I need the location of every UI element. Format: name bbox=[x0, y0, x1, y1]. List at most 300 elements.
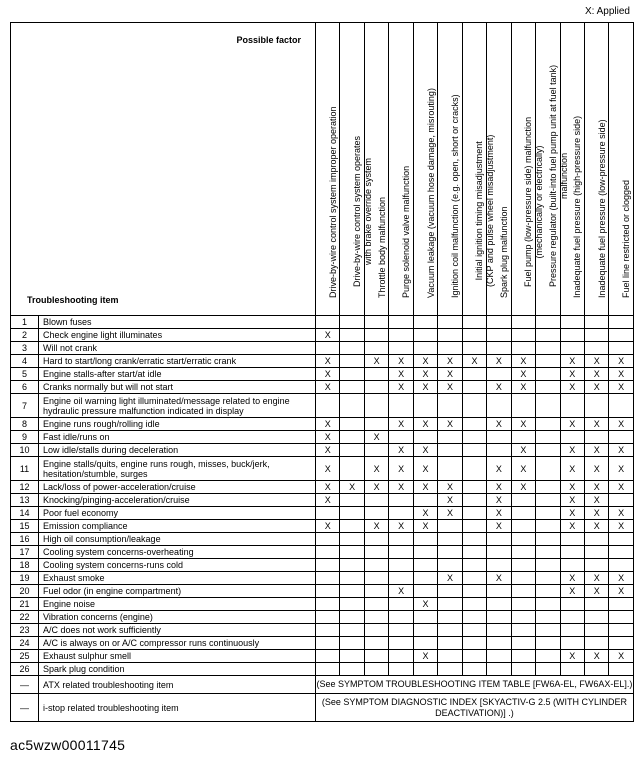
empty-cell bbox=[511, 611, 535, 624]
empty-cell bbox=[487, 394, 511, 418]
applied-mark: X bbox=[511, 418, 535, 431]
empty-cell bbox=[584, 663, 608, 676]
applied-mark: X bbox=[364, 457, 388, 481]
empty-cell bbox=[389, 598, 413, 611]
row-number: — bbox=[11, 676, 39, 694]
empty-cell bbox=[536, 418, 560, 431]
empty-cell bbox=[536, 494, 560, 507]
empty-cell bbox=[364, 507, 388, 520]
empty-cell bbox=[462, 546, 486, 559]
applied-mark: X bbox=[609, 368, 633, 381]
factor-header-9 bbox=[511, 23, 545, 316]
troubleshooting-item: Cranks normally but will not start bbox=[39, 381, 316, 394]
empty-cell bbox=[413, 624, 437, 637]
applied-mark: X bbox=[487, 507, 511, 520]
possible-factor-label: Possible factor bbox=[236, 35, 301, 45]
empty-cell bbox=[340, 559, 364, 572]
troubleshooting-item: Low idle/stalls during deceleration bbox=[39, 444, 316, 457]
empty-cell bbox=[487, 329, 511, 342]
row-number: 23 bbox=[11, 624, 39, 637]
factor-label: Initial ignition timing misadjustment (CKP and pulse wheel misadjustment) bbox=[474, 134, 496, 287]
empty-cell bbox=[560, 624, 584, 637]
applied-mark: X bbox=[560, 507, 584, 520]
empty-cell bbox=[536, 355, 560, 368]
empty-cell bbox=[584, 637, 608, 650]
empty-cell bbox=[511, 494, 535, 507]
troubleshooting-item: High oil consumption/leakage bbox=[39, 533, 316, 546]
applied-mark: X bbox=[609, 444, 633, 457]
applied-mark: X bbox=[560, 457, 584, 481]
table-row bbox=[11, 342, 634, 355]
empty-cell bbox=[584, 342, 608, 355]
empty-cell bbox=[340, 381, 364, 394]
empty-cell bbox=[364, 381, 388, 394]
empty-cell bbox=[340, 585, 364, 598]
empty-cell bbox=[462, 329, 486, 342]
applied-mark: X bbox=[560, 444, 584, 457]
empty-cell bbox=[536, 329, 560, 342]
applied-mark: X bbox=[487, 572, 511, 585]
row-number: 19 bbox=[11, 572, 39, 585]
troubleshooting-item: ATX related troubleshooting item bbox=[39, 676, 316, 694]
empty-cell bbox=[340, 316, 364, 329]
empty-cell bbox=[413, 611, 437, 624]
empty-cell bbox=[536, 316, 560, 329]
table-row bbox=[11, 611, 634, 624]
factor-label: Throttle body malfunction bbox=[376, 196, 387, 298]
empty-cell bbox=[316, 342, 340, 355]
applied-mark: X bbox=[316, 381, 340, 394]
applied-mark: X bbox=[364, 520, 388, 533]
empty-cell bbox=[536, 342, 560, 355]
row-number: 6 bbox=[11, 381, 39, 394]
empty-cell bbox=[364, 663, 388, 676]
empty-cell bbox=[340, 418, 364, 431]
applied-mark: X bbox=[584, 368, 608, 381]
row-number: 21 bbox=[11, 598, 39, 611]
applied-mark: X bbox=[609, 381, 633, 394]
applied-mark: X bbox=[389, 585, 413, 598]
empty-cell bbox=[487, 637, 511, 650]
applied-mark: X bbox=[316, 368, 340, 381]
empty-cell bbox=[609, 342, 633, 355]
applied-mark: X bbox=[389, 457, 413, 481]
applied-mark: X bbox=[364, 431, 388, 444]
empty-cell bbox=[536, 624, 560, 637]
empty-cell bbox=[511, 663, 535, 676]
empty-cell bbox=[536, 533, 560, 546]
factor-label: Fuel pump (low-pressure side) malfunction (mechanically or electrically) bbox=[523, 116, 545, 287]
empty-cell bbox=[438, 342, 462, 355]
empty-cell bbox=[487, 444, 511, 457]
empty-cell bbox=[462, 444, 486, 457]
empty-cell bbox=[536, 507, 560, 520]
row-number: 26 bbox=[11, 663, 39, 676]
applied-mark: X bbox=[560, 481, 584, 494]
empty-cell bbox=[316, 394, 340, 418]
table-row bbox=[11, 520, 634, 533]
troubleshooting-item: Poor fuel economy bbox=[39, 507, 316, 520]
cross-reference-note: (See SYMPTOM TROUBLESHOOTING ITEM TABLE [FW6A-EL, FW6AX-EL].) bbox=[316, 676, 634, 694]
empty-cell bbox=[340, 342, 364, 355]
empty-cell bbox=[511, 533, 535, 546]
applied-mark: X bbox=[364, 355, 388, 368]
empty-cell bbox=[584, 559, 608, 572]
empty-cell bbox=[462, 533, 486, 546]
empty-cell bbox=[584, 329, 608, 342]
applied-mark: X bbox=[584, 418, 608, 431]
factor-header-1 bbox=[316, 23, 340, 316]
applied-mark: X bbox=[389, 418, 413, 431]
table-row bbox=[11, 418, 634, 431]
empty-cell bbox=[340, 650, 364, 663]
empty-cell bbox=[340, 598, 364, 611]
empty-cell bbox=[389, 533, 413, 546]
empty-cell bbox=[462, 316, 486, 329]
empty-cell bbox=[364, 329, 388, 342]
troubleshooting-item: Fuel odor (in engine compartment) bbox=[39, 585, 316, 598]
empty-cell bbox=[413, 431, 437, 444]
applied-mark: X bbox=[584, 520, 608, 533]
troubleshooting-table bbox=[10, 22, 634, 722]
empty-cell bbox=[487, 650, 511, 663]
troubleshooting-item: Emission compliance bbox=[39, 520, 316, 533]
empty-cell bbox=[364, 418, 388, 431]
empty-cell bbox=[364, 342, 388, 355]
applied-mark: X bbox=[560, 355, 584, 368]
empty-cell bbox=[511, 507, 535, 520]
empty-cell bbox=[389, 624, 413, 637]
factor-label: Drive-by-wire control system improper operation bbox=[327, 106, 338, 298]
empty-cell bbox=[364, 368, 388, 381]
table-row bbox=[11, 650, 634, 663]
troubleshooting-item: Engine runs rough/rolling idle bbox=[39, 418, 316, 431]
empty-cell bbox=[316, 546, 340, 559]
table-body bbox=[11, 316, 634, 722]
empty-cell bbox=[413, 533, 437, 546]
note-row bbox=[11, 694, 634, 722]
note-row bbox=[11, 676, 634, 694]
factor-label: Inadequate fuel pressure (low-pressure side) bbox=[596, 119, 607, 298]
empty-cell bbox=[462, 381, 486, 394]
applied-mark: X bbox=[316, 444, 340, 457]
empty-cell bbox=[536, 650, 560, 663]
applied-mark: X bbox=[389, 368, 413, 381]
row-number: 8 bbox=[11, 418, 39, 431]
empty-cell bbox=[536, 368, 560, 381]
empty-cell bbox=[364, 444, 388, 457]
factor-header-3 bbox=[364, 23, 388, 316]
table-row bbox=[11, 533, 634, 546]
empty-cell bbox=[511, 394, 535, 418]
empty-cell bbox=[536, 572, 560, 585]
empty-cell bbox=[340, 507, 364, 520]
empty-cell bbox=[487, 368, 511, 381]
empty-cell bbox=[438, 520, 462, 533]
applied-mark: X bbox=[487, 381, 511, 394]
table-row bbox=[11, 329, 634, 342]
empty-cell bbox=[511, 624, 535, 637]
empty-cell bbox=[389, 494, 413, 507]
row-number: 4 bbox=[11, 355, 39, 368]
empty-cell bbox=[389, 316, 413, 329]
troubleshooting-item: Spark plug condition bbox=[39, 663, 316, 676]
empty-cell bbox=[340, 394, 364, 418]
empty-cell bbox=[316, 316, 340, 329]
troubleshooting-item: i-stop related troubleshooting item bbox=[39, 694, 316, 722]
row-number: 5 bbox=[11, 368, 39, 381]
factor-label: Fuel line restricted or clogged bbox=[621, 179, 632, 298]
applied-mark: X bbox=[511, 457, 535, 481]
table-row bbox=[11, 368, 634, 381]
empty-cell bbox=[364, 533, 388, 546]
table-row bbox=[11, 494, 634, 507]
applied-mark: X bbox=[584, 585, 608, 598]
applied-mark: X bbox=[584, 494, 608, 507]
factor-header-2 bbox=[340, 23, 374, 316]
empty-cell bbox=[560, 533, 584, 546]
table-row bbox=[11, 572, 634, 585]
empty-cell bbox=[364, 624, 388, 637]
empty-cell bbox=[340, 624, 364, 637]
row-number: 16 bbox=[11, 533, 39, 546]
row-number: 24 bbox=[11, 637, 39, 650]
empty-cell bbox=[364, 494, 388, 507]
empty-cell bbox=[609, 494, 633, 507]
empty-cell bbox=[560, 546, 584, 559]
applied-mark: X bbox=[609, 572, 633, 585]
empty-cell bbox=[389, 342, 413, 355]
applied-mark: X bbox=[316, 431, 340, 444]
row-number: 10 bbox=[11, 444, 39, 457]
empty-cell bbox=[609, 559, 633, 572]
factor-label: Ignition coil malfunction (e.g. open, short or cracks) bbox=[449, 94, 460, 298]
empty-cell bbox=[389, 572, 413, 585]
applied-mark: X bbox=[413, 457, 437, 481]
row-number: 20 bbox=[11, 585, 39, 598]
empty-cell bbox=[536, 444, 560, 457]
empty-cell bbox=[438, 546, 462, 559]
applied-mark: X bbox=[511, 444, 535, 457]
applied-mark: X bbox=[316, 481, 340, 494]
empty-cell bbox=[584, 624, 608, 637]
troubleshooting-item: Will not crank bbox=[39, 342, 316, 355]
empty-cell bbox=[316, 598, 340, 611]
empty-cell bbox=[487, 342, 511, 355]
applied-mark: X bbox=[584, 650, 608, 663]
empty-cell bbox=[609, 611, 633, 624]
empty-cell bbox=[487, 624, 511, 637]
empty-cell bbox=[609, 663, 633, 676]
empty-cell bbox=[340, 533, 364, 546]
empty-cell bbox=[511, 342, 535, 355]
factor-header-11 bbox=[560, 23, 584, 316]
factor-header-13 bbox=[609, 23, 633, 316]
empty-cell bbox=[340, 611, 364, 624]
applied-mark: X bbox=[389, 520, 413, 533]
factor-label: Drive-by-wire control system operates with brake override system bbox=[352, 135, 374, 287]
applied-mark: X bbox=[316, 329, 340, 342]
empty-cell bbox=[487, 559, 511, 572]
table-row bbox=[11, 444, 634, 457]
empty-cell bbox=[487, 431, 511, 444]
empty-cell bbox=[340, 355, 364, 368]
applied-mark: X bbox=[584, 507, 608, 520]
empty-cell bbox=[389, 611, 413, 624]
applied-mark: X bbox=[389, 481, 413, 494]
applied-mark: X bbox=[609, 457, 633, 481]
empty-cell bbox=[438, 624, 462, 637]
applied-mark: X bbox=[438, 507, 462, 520]
empty-cell bbox=[340, 637, 364, 650]
applied-mark: X bbox=[389, 381, 413, 394]
empty-cell bbox=[340, 520, 364, 533]
empty-cell bbox=[584, 533, 608, 546]
empty-cell bbox=[316, 559, 340, 572]
empty-cell bbox=[511, 431, 535, 444]
empty-cell bbox=[511, 559, 535, 572]
applied-mark: X bbox=[511, 368, 535, 381]
applied-mark: X bbox=[438, 355, 462, 368]
empty-cell bbox=[413, 585, 437, 598]
empty-cell bbox=[389, 507, 413, 520]
cross-reference-note: (See SYMPTOM DIAGNOSTIC INDEX [SKYACTIV-G 2.5 (WITH CYLINDER DEACTIVATION)] .) bbox=[316, 694, 634, 722]
empty-cell bbox=[609, 637, 633, 650]
factor-label: Spark plug malfunction bbox=[498, 206, 509, 298]
row-number: 11 bbox=[11, 457, 39, 481]
factor-label: Purge solenoid valve malfunction bbox=[401, 165, 412, 298]
empty-cell bbox=[316, 663, 340, 676]
empty-cell bbox=[438, 598, 462, 611]
table-row bbox=[11, 481, 634, 494]
table-row bbox=[11, 637, 634, 650]
empty-cell bbox=[316, 650, 340, 663]
applied-mark: X bbox=[609, 650, 633, 663]
applied-mark: X bbox=[584, 457, 608, 481]
applied-mark: X bbox=[413, 355, 437, 368]
applied-mark: X bbox=[609, 520, 633, 533]
empty-cell bbox=[364, 598, 388, 611]
troubleshooting-item: Knocking/pinging-acceleration/cruise bbox=[39, 494, 316, 507]
empty-cell bbox=[438, 394, 462, 418]
empty-cell bbox=[536, 559, 560, 572]
table-row bbox=[11, 394, 634, 418]
empty-cell bbox=[536, 663, 560, 676]
troubleshooting-item: Cooling system concerns-overheating bbox=[39, 546, 316, 559]
table-row bbox=[11, 546, 634, 559]
applied-mark: X bbox=[609, 355, 633, 368]
applied-mark: X bbox=[438, 481, 462, 494]
empty-cell bbox=[389, 394, 413, 418]
factor-header-12 bbox=[584, 23, 608, 316]
row-number: 7 bbox=[11, 394, 39, 418]
applied-mark: X bbox=[560, 494, 584, 507]
factor-header-8 bbox=[487, 23, 511, 316]
empty-cell bbox=[462, 663, 486, 676]
empty-cell bbox=[560, 559, 584, 572]
empty-cell bbox=[413, 494, 437, 507]
empty-cell bbox=[536, 457, 560, 481]
empty-cell bbox=[364, 546, 388, 559]
empty-cell bbox=[316, 611, 340, 624]
empty-cell bbox=[389, 637, 413, 650]
factor-header-6 bbox=[438, 23, 462, 316]
empty-cell bbox=[462, 585, 486, 598]
empty-cell bbox=[316, 637, 340, 650]
figure-id-caption: ac5wzw00011745 bbox=[10, 737, 126, 753]
empty-cell bbox=[316, 507, 340, 520]
applied-mark: X bbox=[487, 457, 511, 481]
table-row bbox=[11, 624, 634, 637]
table-row bbox=[11, 431, 634, 444]
empty-cell bbox=[438, 585, 462, 598]
applied-mark: X bbox=[413, 520, 437, 533]
empty-cell bbox=[413, 572, 437, 585]
applied-mark: X bbox=[316, 494, 340, 507]
empty-cell bbox=[364, 585, 388, 598]
empty-cell bbox=[487, 546, 511, 559]
empty-cell bbox=[413, 559, 437, 572]
empty-cell bbox=[462, 559, 486, 572]
empty-cell bbox=[340, 329, 364, 342]
applied-mark: X bbox=[487, 355, 511, 368]
empty-cell bbox=[462, 520, 486, 533]
empty-cell bbox=[536, 598, 560, 611]
applied-mark: X bbox=[487, 481, 511, 494]
empty-cell bbox=[389, 650, 413, 663]
empty-cell bbox=[487, 533, 511, 546]
applied-mark: X bbox=[413, 507, 437, 520]
row-number: 22 bbox=[11, 611, 39, 624]
empty-cell bbox=[511, 572, 535, 585]
empty-cell bbox=[438, 663, 462, 676]
empty-cell bbox=[560, 431, 584, 444]
troubleshooting-item: Blown fuses bbox=[39, 316, 316, 329]
troubleshooting-item: Cooling system concerns-runs cold bbox=[39, 559, 316, 572]
troubleshooting-item: Lack/loss of power-acceleration/cruise bbox=[39, 481, 316, 494]
empty-cell bbox=[462, 637, 486, 650]
empty-cell bbox=[364, 572, 388, 585]
empty-cell bbox=[560, 316, 584, 329]
applied-mark: X bbox=[584, 572, 608, 585]
applied-mark: X bbox=[560, 585, 584, 598]
troubleshooting-item: A/C is always on or A/C compressor runs continuously bbox=[39, 637, 316, 650]
empty-cell bbox=[340, 546, 364, 559]
empty-cell bbox=[511, 598, 535, 611]
empty-cell bbox=[438, 650, 462, 663]
empty-cell bbox=[413, 329, 437, 342]
applied-mark: X bbox=[609, 481, 633, 494]
empty-cell bbox=[536, 546, 560, 559]
applied-mark: X bbox=[316, 457, 340, 481]
applied-mark: X bbox=[438, 381, 462, 394]
empty-cell bbox=[609, 533, 633, 546]
applied-mark: X bbox=[609, 507, 633, 520]
applied-mark: X bbox=[560, 520, 584, 533]
applied-mark: X bbox=[584, 481, 608, 494]
empty-cell bbox=[511, 329, 535, 342]
troubleshooting-item-label: Troubleshooting item bbox=[27, 295, 119, 305]
applied-mark: X bbox=[487, 520, 511, 533]
empty-cell bbox=[609, 624, 633, 637]
empty-cell bbox=[389, 546, 413, 559]
empty-cell bbox=[438, 316, 462, 329]
empty-cell bbox=[511, 316, 535, 329]
row-number: 13 bbox=[11, 494, 39, 507]
empty-cell bbox=[584, 546, 608, 559]
row-number: 2 bbox=[11, 329, 39, 342]
applied-mark: X bbox=[438, 572, 462, 585]
